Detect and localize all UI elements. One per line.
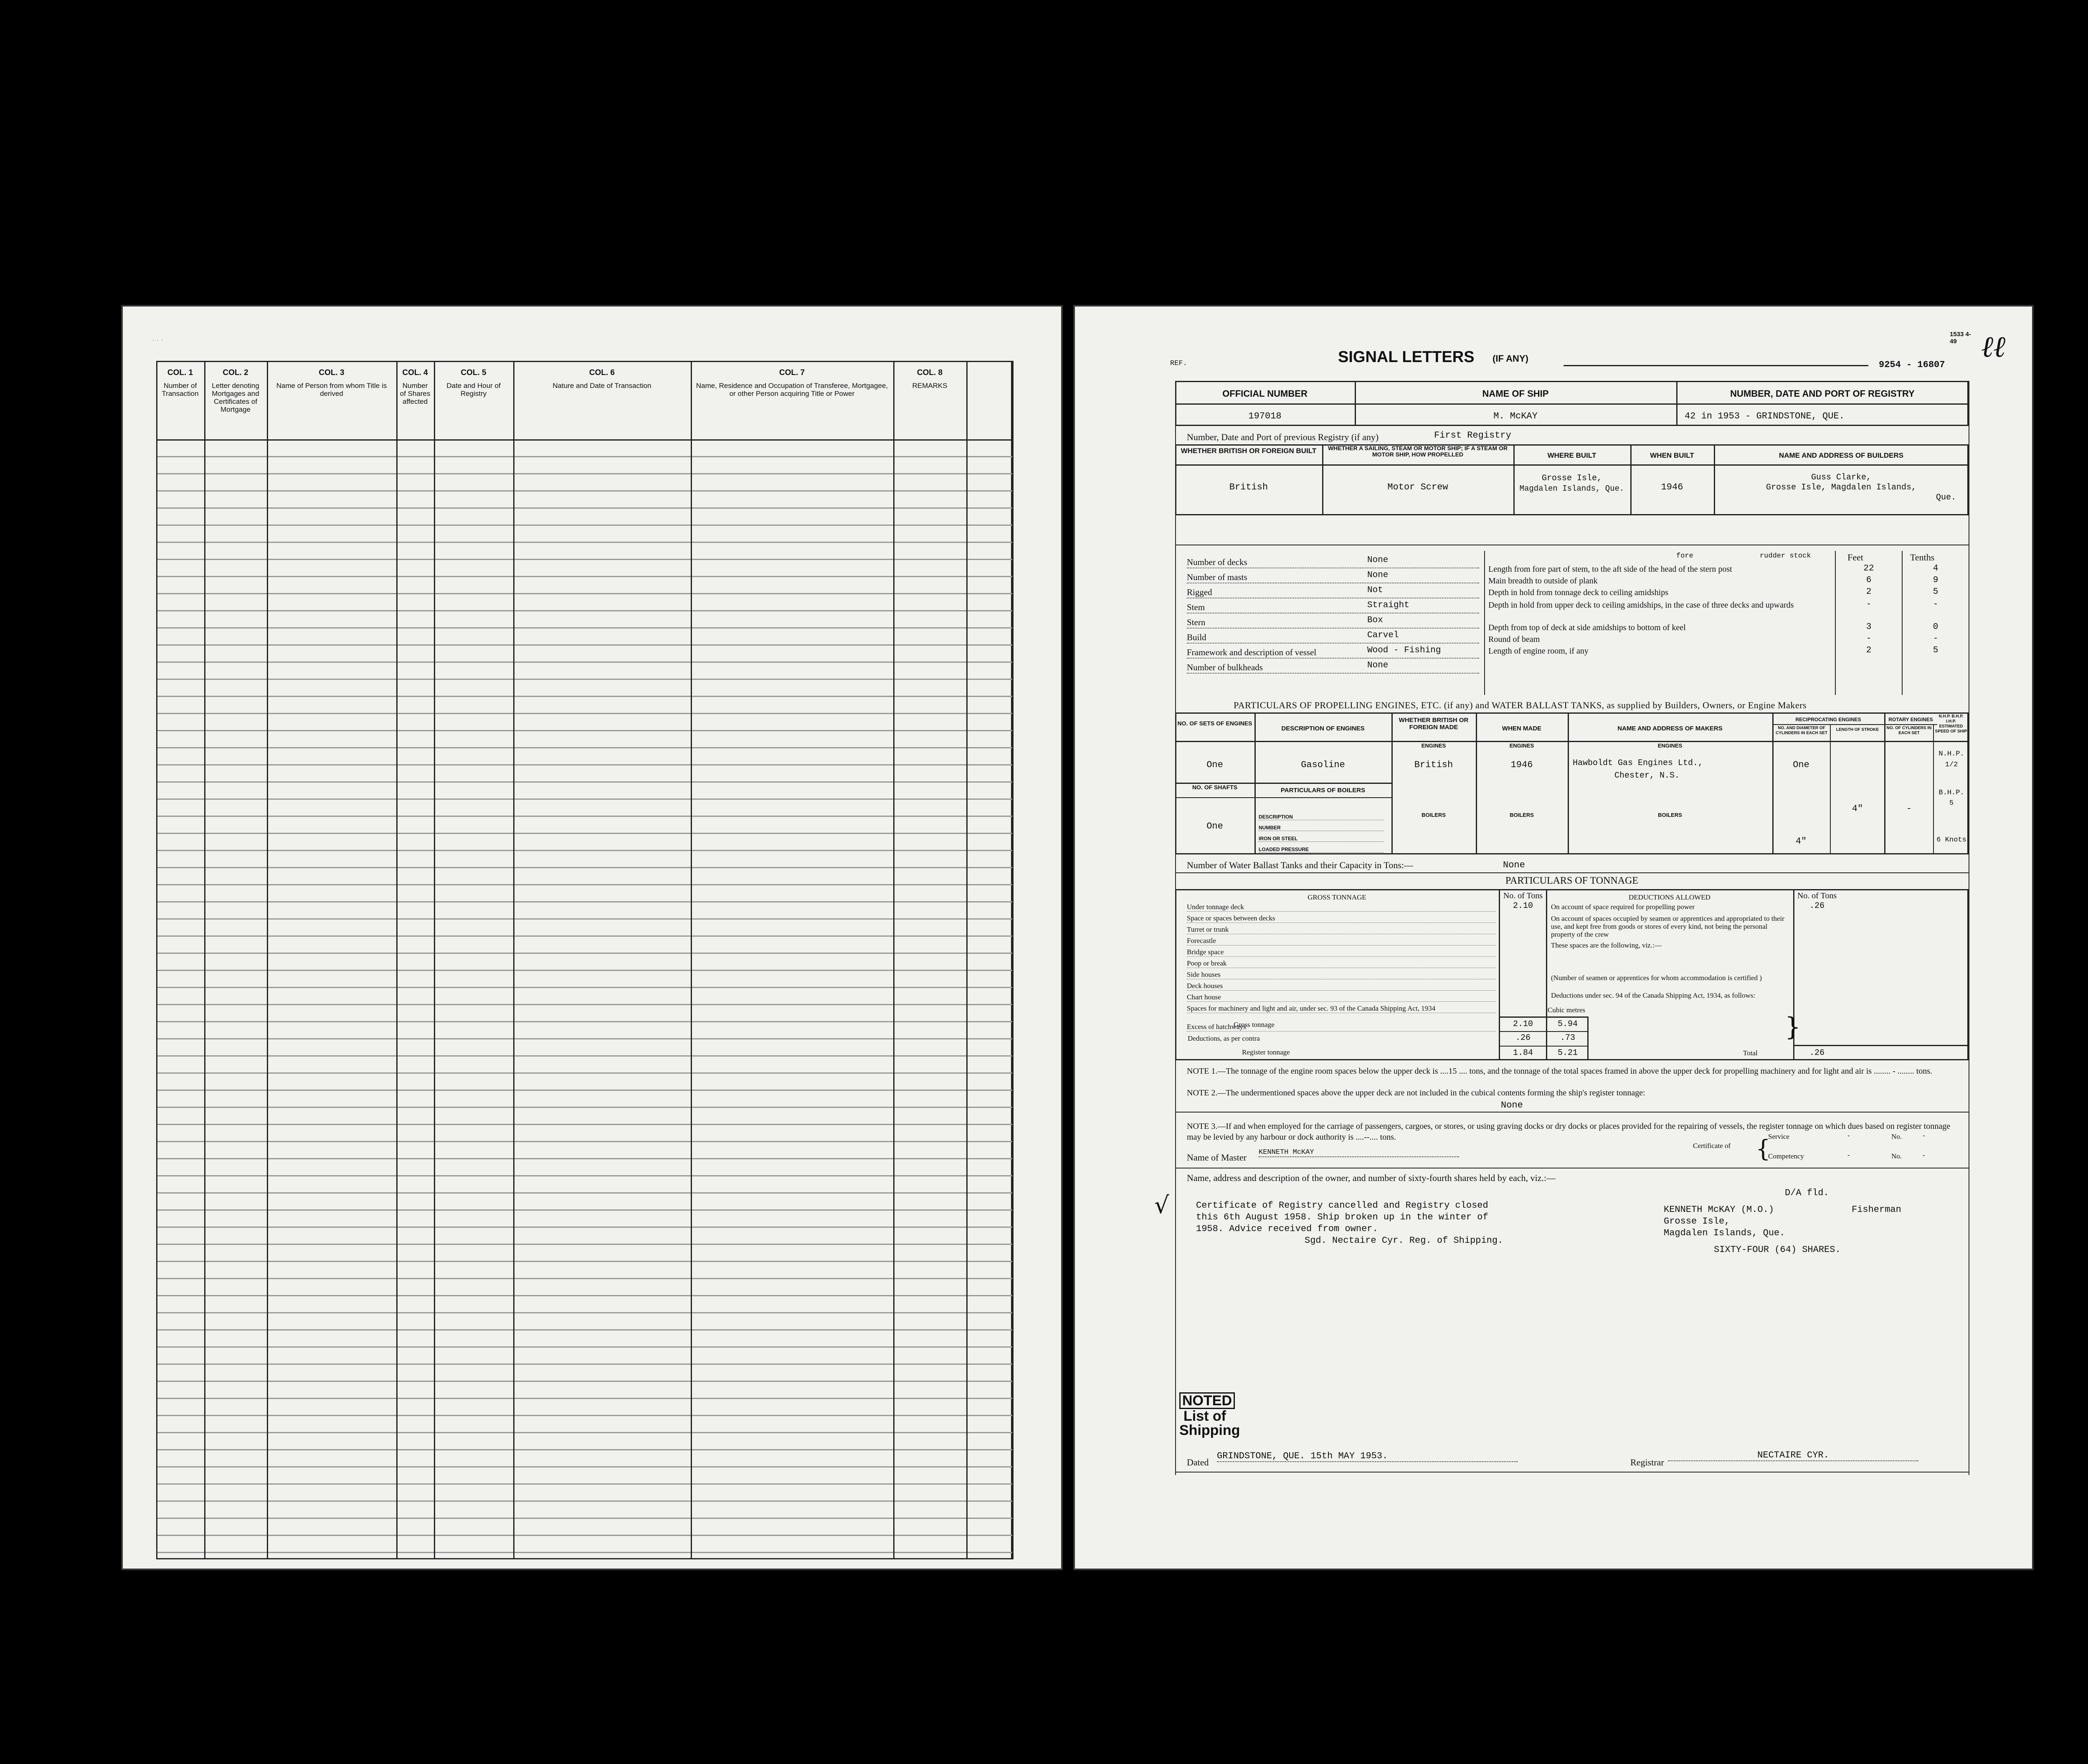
makers-2: Chester, N.S. — [1614, 771, 1680, 781]
engine-sets: One — [1206, 760, 1223, 770]
sets-header: NO. OF SETS OF ENGINES — [1177, 720, 1252, 727]
dimension-tenths: 0 — [1933, 622, 1938, 632]
column-divider — [396, 361, 398, 1559]
dimension-label: Length from fore part of stem, to the aft side of the head of the stern post — [1488, 565, 1732, 574]
register-cubic: 5.21 — [1557, 1048, 1578, 1058]
column-divider — [204, 361, 205, 1559]
boiler-row-label: NUMBER — [1259, 825, 1384, 831]
left-ledger-page — [121, 305, 1063, 1570]
gross-tonnage-label: Gross tonnage — [1234, 1021, 1275, 1029]
signal-if-any: (IF ANY) — [1493, 353, 1528, 364]
gross-item: Under tonnage deck — [1187, 903, 1496, 912]
registrar-value: NECTAIRE CYR. — [1668, 1450, 1918, 1461]
speed-value: 6 Knots — [1936, 836, 1966, 844]
column-7-label: Name, Residence and Occupation of Transferee, Mortgagee, or other Person acquiring Title or Power — [696, 382, 888, 398]
deductions-label: Deductions, as per contra — [1188, 1034, 1260, 1042]
rotary-cylinders-header: NO. OF CYLINDERS IN EACH SET — [1886, 726, 1932, 735]
faint-header-mark: · · · — [152, 336, 163, 344]
service-no-dash: - — [1923, 1131, 1925, 1139]
feet-header: Feet — [1847, 552, 1863, 563]
detail-label: Build — [1187, 632, 1479, 644]
detail-value: Straight — [1367, 601, 1409, 610]
column-4-label: Number of Shares affected — [400, 382, 431, 406]
note-2: NOTE 2.—The undermentioned spaces above the upper deck are not included in the cubical contents forming the ship's register tonnage: — [1187, 1088, 1645, 1097]
column-divider — [267, 361, 268, 1559]
gross-item: Excess of hatchways — [1187, 1023, 1496, 1032]
detail-value: Carvel — [1367, 631, 1399, 640]
cubic-metres-header: Cubic metres — [1548, 1006, 1586, 1014]
tenths-header: Tenths — [1910, 552, 1935, 563]
propulsion-value: Motor Screw — [1387, 482, 1448, 492]
engine-description: Gasoline — [1301, 760, 1345, 770]
gross-item: Poop or break — [1187, 959, 1496, 968]
engines-title: PARTICULARS OF PROPELLING ENGINES, ETC. (if any) and WATER BALLAST TANKS, as supplied by Builders, Owners, or Engine Makers — [1234, 700, 1807, 710]
column-8-label: REMARKS — [912, 382, 948, 390]
official-number: 197018 — [1248, 411, 1282, 421]
detail-value: Wood - Fishing — [1367, 646, 1441, 655]
port-of-registry-label: NUMBER, DATE AND PORT OF REGISTRY — [1730, 388, 1915, 399]
engines-sub-2: ENGINES — [1509, 743, 1534, 749]
column-6-label: Nature and Date of Transaction — [552, 382, 651, 390]
engines-sub-1: ENGINES — [1421, 743, 1446, 749]
detail-label: Framework and description of vessel — [1187, 647, 1479, 659]
gross-tonnage-title: GROSS TONNAGE — [1308, 893, 1366, 901]
gross-item: Forecastle — [1187, 937, 1496, 945]
gross-item: Bridge space — [1187, 948, 1496, 957]
cancel-line-1: Certificate of Registry cancelled and Registry closed — [1196, 1200, 1488, 1211]
owner-name: KENNETH McKAY (M.O.) — [1664, 1204, 1774, 1215]
boilers-sub-3: BOILERS — [1658, 812, 1682, 818]
corner-note: 1533 4-49 — [1950, 331, 1971, 345]
engine-desc-header: DESCRIPTION OF ENGINES — [1281, 725, 1365, 732]
right-register-page — [1073, 305, 2034, 1570]
competency-no-label: No. — [1891, 1152, 1902, 1160]
checkmark-icon: √ — [1154, 1192, 1169, 1219]
dimension-feet: - — [1866, 600, 1872, 609]
dimension-label: Depth from top of deck at side amidships to bottom of keel — [1488, 623, 1686, 632]
gross-item: Chart house — [1187, 993, 1496, 1002]
note-2-value: None — [1501, 1100, 1523, 1110]
certificate-label: Certificate of — [1693, 1142, 1731, 1150]
deductions-tons: .26 — [1515, 1033, 1531, 1043]
column-5-label: Date and Hour of Registry — [446, 382, 501, 398]
signal-letters-title: SIGNAL LETTERS — [1338, 348, 1475, 366]
total-label: Total — [1743, 1049, 1758, 1057]
cylinders-count: One — [1793, 760, 1809, 770]
rudder-note: rudder stock — [1760, 552, 1811, 560]
column-6-head: COL. 6 — [589, 368, 615, 377]
makers-1: Hawboldt Gas Engines Ltd., — [1573, 758, 1703, 768]
dimension-label: Main breadth to outside of plank — [1488, 576, 1598, 585]
column-2-label: Letter denoting Mortgages and Certificates of Mortgage — [212, 382, 259, 413]
owner-address-2: Magdalen Islands, Que. — [1664, 1228, 1785, 1238]
signal-line — [1563, 365, 1868, 366]
gross-tons: 2.10 — [1513, 1019, 1533, 1029]
detail-value: Not — [1367, 585, 1383, 595]
dimension-label: Round of beam — [1488, 635, 1540, 644]
where-built-header: WHERE BUILT — [1547, 451, 1596, 459]
stroke-header: LENGTH OF STROKE — [1836, 727, 1879, 732]
note-3: NOTE 3.—If and when employed for the carriage of passengers, cargoes, or stores, or using graving docks or dry docks or places provided for the repairing of vessels, the register tonnage on which dues based on register tonnage may be levied by any harbour or dock authority is ....--.... tons. — [1187, 1122, 1950, 1142]
detail-label: Rigged — [1187, 587, 1479, 598]
builders-header: NAME AND ADDRESS OF BUILDERS — [1779, 451, 1904, 459]
fore-note: fore — [1676, 552, 1693, 560]
shafts-header: NO. OF SHAFTS — [1192, 784, 1238, 791]
column-divider — [156, 361, 157, 1559]
boiler-row-label: LOADED PRESSURE — [1259, 847, 1384, 853]
competency-dash: - — [1847, 1151, 1850, 1159]
when-built-header: WHEN BUILT — [1650, 451, 1694, 459]
dimension-tenths: 5 — [1933, 587, 1938, 597]
hp-header: N.H.P. B.H.P. I.H.P. ESTIMATED SPEED OF SHIP — [1935, 714, 1967, 734]
engine-british: British — [1414, 760, 1453, 770]
builders-2: Grosse Isle, Magdalen Islands, — [1766, 483, 1917, 492]
dimension-label: Depth in hold from upper deck to ceiling amidships, in the case of three decks and upwards — [1488, 601, 1794, 610]
dimension-label: Length of engine room, if any — [1488, 646, 1589, 656]
deductions-title: DEDUCTIONS ALLOWED — [1629, 893, 1710, 901]
competency-no-dash: - — [1923, 1151, 1925, 1159]
brace-icon: } — [1785, 1012, 1801, 1042]
deduction-item: On account of space required for propelling power — [1551, 903, 1695, 911]
detail-label: Number of decks — [1187, 557, 1479, 568]
engine-british-header: WHETHER BRITISH OR FOREIGN MADE — [1399, 717, 1469, 731]
header-divider — [156, 439, 1012, 441]
column-divider — [893, 361, 894, 1559]
rotary-value: - — [1906, 803, 1912, 814]
gross-item: Turret or trunk — [1187, 925, 1496, 934]
handwritten-mark: ℓℓ — [1981, 329, 2006, 364]
when-built-value: 1946 — [1661, 482, 1683, 492]
note-1: NOTE 1.—The tonnage of the engine room spaces below the upper deck is ....15 .... tons, and the tonnage of the total spaces framed in above the upper deck for propelling machinery and for light and air is ........ - ........ tons. — [1187, 1067, 1933, 1076]
ship-name: M. McKAY — [1493, 411, 1538, 421]
certificate-brace-icon: { — [1756, 1135, 1771, 1163]
column-8-head: COL. 8 — [917, 368, 943, 377]
column-3-head: COL. 3 — [319, 368, 345, 377]
bhp-label: B.H.P. — [1938, 789, 1964, 797]
british-built-value: British — [1229, 482, 1268, 492]
stamp-shipping: Shipping — [1179, 1422, 1240, 1438]
makers-header: NAME AND ADDRESS OF MAKERS — [1617, 725, 1723, 732]
column-4-head: COL. 4 — [402, 368, 428, 377]
gross-item: Spaces for machinery and light and air, under sec. 93 of the Canada Shipping Act, 1934 — [1187, 1004, 1496, 1013]
ledger-ruled-lines — [156, 440, 1012, 1559]
engines-sub-3: ENGINES — [1657, 743, 1683, 749]
column-divider — [966, 361, 968, 1559]
deduction-tons-header: No. of Tons — [1797, 891, 1837, 900]
nhp-value: 1/2 — [1945, 761, 1958, 769]
detail-label: Stern — [1187, 617, 1479, 629]
stroke-value: 4" — [1852, 803, 1863, 814]
owner-address-1: Grosse Isle, — [1664, 1216, 1730, 1227]
shafts-value: One — [1206, 821, 1223, 831]
gross-item: Deck houses — [1187, 982, 1496, 991]
column-5-head: COL. 5 — [461, 368, 487, 377]
left-margin-rule — [1175, 381, 1176, 1475]
boiler-row-label: DESCRIPTION — [1259, 814, 1384, 820]
column-divider — [1012, 361, 1014, 1559]
where-built-1: Grosse Isle, — [1541, 474, 1602, 483]
ship-name-label: NAME OF SHIP — [1482, 388, 1549, 399]
builders-3: Que. — [1936, 493, 1956, 502]
register-tons: 1.84 — [1513, 1048, 1533, 1058]
dimension-tenths: 4 — [1933, 564, 1938, 573]
rotary-header: ROTARY ENGINES — [1888, 717, 1933, 722]
column-3-label: Name of Person from whom Title is derived — [276, 382, 387, 398]
dimension-tenths: - — [1933, 634, 1938, 644]
dimension-feet: 3 — [1866, 622, 1872, 632]
dimension-feet: 2 — [1866, 646, 1872, 655]
detail-value: None — [1367, 661, 1389, 670]
ballast-label: Number of Water Ballast Tanks and their Capacity in Tons:— — [1187, 860, 1413, 870]
dated-value: GRINDSTONE, QUE. 15th MAY 1953. — [1217, 1451, 1518, 1462]
service-label: Service — [1768, 1133, 1789, 1141]
reciprocating-header: RECIPROCATING ENGINES — [1795, 717, 1861, 722]
stamp-list-of: List of — [1183, 1408, 1226, 1424]
tons-header: No. of Tons — [1503, 891, 1543, 900]
detail-value: None — [1367, 555, 1389, 565]
engine-when-header: WHEN MADE — [1502, 725, 1542, 732]
dated-label: Dated — [1187, 1457, 1209, 1467]
column-1-label: Number of Transaction — [162, 382, 199, 398]
boiler-row-label: IRON OR STEEL — [1259, 836, 1384, 842]
propelling-tons: .26 — [1809, 901, 1824, 911]
detail-label: Number of bulkheads — [1187, 662, 1479, 674]
service-dash: - — [1847, 1131, 1850, 1139]
owners-label: Name, address and description of the owner, and number of sixty-fourth shares held by each, viz.:— — [1187, 1173, 1556, 1183]
dimension-feet: 2 — [1866, 587, 1872, 597]
ref-label: REF. — [1170, 360, 1187, 368]
gross-item: Side houses — [1187, 971, 1496, 979]
cylinders-header: NO. AND DIAMETER OF CYLINDERS IN EACH SET — [1776, 726, 1827, 735]
ballast-value: None — [1503, 860, 1525, 870]
previous-registry-value: First Registry — [1434, 430, 1511, 441]
stamp-noted: NOTED — [1179, 1392, 1235, 1409]
builders-1: Guss Clarke, — [1811, 473, 1872, 482]
cancel-line-4: Sgd. Nectaire Cyr. Reg. of Shipping. — [1305, 1235, 1503, 1246]
boilers-header: PARTICULARS OF BOILERS — [1280, 787, 1366, 794]
dimension-feet: 6 — [1866, 575, 1872, 585]
signal-numbers: 9254 - 16807 — [1879, 360, 1945, 370]
where-built-2: Magdalen Islands, Que. — [1519, 484, 1624, 493]
master-value: KENNETH McKAY — [1259, 1148, 1459, 1157]
deduction-item: (Number of seamen or apprentices for whom accommodation is certified ) — [1551, 974, 1762, 982]
detail-value: None — [1367, 570, 1389, 580]
column-2-head: COL. 2 — [223, 368, 248, 377]
dimension-tenths: - — [1933, 600, 1938, 609]
boilers-sub-1: BOILERS — [1422, 812, 1446, 818]
nhp-label: N.H.P. — [1938, 750, 1964, 758]
deduction-item: Deductions under sec. 94 of the Canada Shipping Act, 1934, as follows: — [1551, 991, 1756, 999]
official-number-label: OFFICIAL NUMBER — [1222, 388, 1308, 399]
cancel-line-2: this 6th August 1958. Ship broken up in the winter of — [1196, 1212, 1488, 1222]
cancel-line-3: 1958. Advice received from owner. — [1196, 1224, 1378, 1234]
under-deck-tons: 2.10 — [1513, 901, 1533, 911]
register-tonnage-label: Register tonnage — [1242, 1048, 1290, 1056]
service-no-label: No. — [1891, 1133, 1902, 1141]
column-1-head: COL. 1 — [167, 368, 193, 377]
bhp-value: 5 — [1949, 799, 1954, 807]
engine-when: 1946 — [1510, 760, 1533, 770]
tonnage-title: PARTICULARS OF TONNAGE — [1505, 875, 1639, 886]
detail-label: Stem — [1187, 602, 1479, 613]
detail-label: Number of masts — [1187, 572, 1479, 583]
owner-shares: SIXTY-FOUR (64) SHARES. — [1714, 1244, 1841, 1255]
dimension-tenths: 5 — [1933, 646, 1938, 655]
gross-cubic: 5.94 — [1557, 1019, 1578, 1029]
dimension-tenths: 9 — [1933, 575, 1938, 585]
owner-occupation: Fisherman — [1852, 1204, 1901, 1215]
column-7-head: COL. 7 — [779, 368, 805, 377]
da-fld: D/A fld. — [1785, 1188, 1829, 1198]
british-built-header: WHETHER BRITISH OR FOREIGN BUILT — [1181, 447, 1317, 455]
noted-stamp — [1179, 1392, 1240, 1437]
gross-item: Space or spaces between decks — [1187, 914, 1496, 923]
propulsion-header: WHETHER A SAILING, STEAM OR MOTOR SHIP; IF A STEAM OR MOTOR SHIP, HOW PROPELLED — [1328, 445, 1508, 458]
dimension-feet: 22 — [1863, 564, 1874, 573]
dimension-feet: - — [1866, 634, 1872, 644]
column-divider — [434, 361, 435, 1559]
dimension-label: Depth in hold from tonnage deck to ceiling amidships — [1488, 588, 1669, 597]
column-divider — [513, 361, 514, 1559]
boilers-sub-2: BOILERS — [1510, 812, 1534, 818]
port-of-registry: 42 in 1953 - GRINDSTONE, QUE. — [1685, 411, 1845, 421]
registrar-label: Registrar — [1630, 1457, 1664, 1467]
detail-value: Box — [1367, 616, 1383, 625]
deduction-item: These spaces are the following, viz.:— — [1551, 941, 1662, 949]
previous-registry-label: Number, Date and Port of previous Registry (if any) — [1187, 432, 1379, 442]
total-value: .26 — [1809, 1048, 1824, 1058]
cylinder-diameter: 4" — [1795, 836, 1807, 847]
deduction-item: On account of spaces occupied by seamen or apprentices and appropriated to their use, and kept free from goods or stores of every kind, not being the personal property of the crew — [1551, 915, 1784, 938]
column-divider — [691, 361, 692, 1559]
competency-label: Competency — [1768, 1152, 1804, 1160]
master-label: Name of Master — [1187, 1152, 1247, 1163]
deductions-cubic: .73 — [1560, 1033, 1575, 1043]
